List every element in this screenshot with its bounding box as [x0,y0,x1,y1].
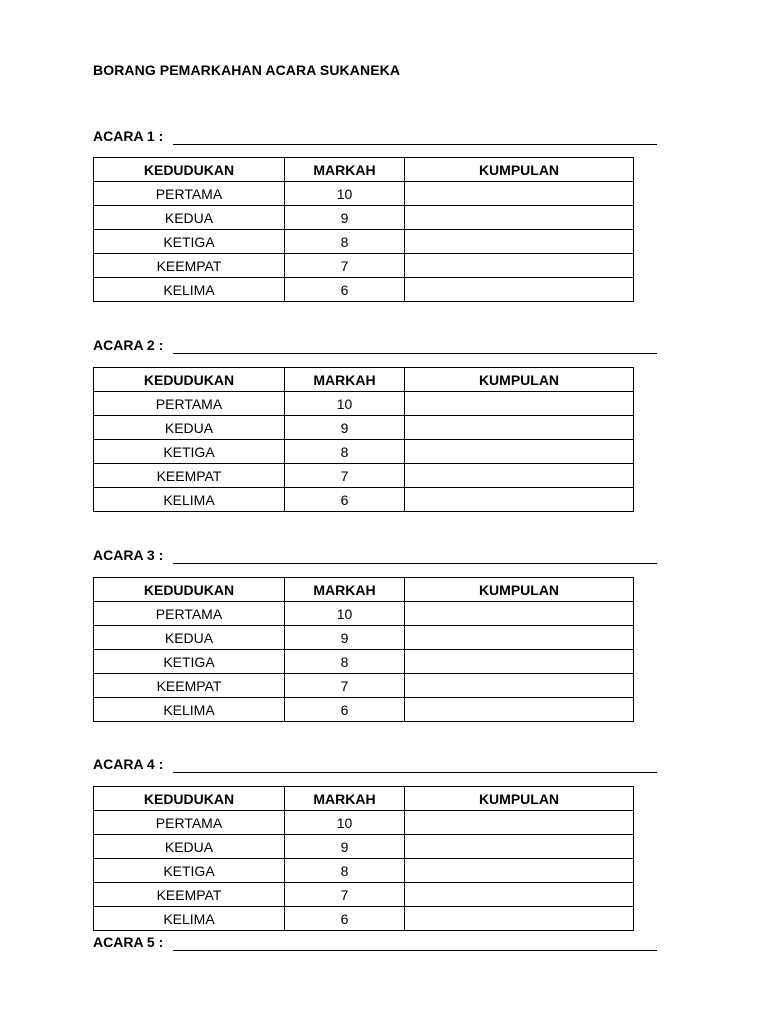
header-kumpulan: KUMPULAN [405,368,634,392]
position-cell: PERTAMA [94,392,285,416]
table-row [94,254,634,278]
score-table-2 [93,367,634,512]
form-title: BORANG PEMARKAHAN ACARA SUKANEKA [93,62,401,78]
header-markah: MARKAH [285,787,405,811]
position-cell: KEDUA [94,626,285,650]
position-cell: KETIGA [94,650,285,674]
event-label: ACARA 4 : [93,756,164,772]
header-markah: MARKAH [285,578,405,602]
marks-cell: 6 [285,278,405,302]
event-name-blank[interactable] [173,563,657,564]
group-cell[interactable] [405,416,634,440]
header-markah: MARKAH [285,368,405,392]
group-cell[interactable] [405,254,634,278]
group-cell[interactable] [405,602,634,626]
table-row [94,811,634,835]
table-row [94,464,634,488]
group-cell[interactable] [405,811,634,835]
position-cell: KETIGA [94,440,285,464]
event-label: ACARA 3 : [93,547,164,563]
group-cell[interactable] [405,859,634,883]
marks-cell: 9 [285,206,405,230]
table-row [94,626,634,650]
position-cell: PERTAMA [94,602,285,626]
marks-cell: 6 [285,907,405,931]
position-cell: KEDUA [94,416,285,440]
header-kedudukan: KEDUDUKAN [94,368,285,392]
marks-cell: 8 [285,440,405,464]
score-table-1 [93,157,634,302]
table-row [94,698,634,722]
marks-cell: 9 [285,416,405,440]
position-cell: KEEMPAT [94,674,285,698]
table-row [94,206,634,230]
table-header-row [94,787,634,811]
header-kedudukan: KEDUDUKAN [94,158,285,182]
header-markah: MARKAH [285,158,405,182]
position-cell: KETIGA [94,230,285,254]
group-cell[interactable] [405,907,634,931]
table-header-row [94,578,634,602]
marks-cell: 8 [285,650,405,674]
event-label: ACARA 5 : [93,934,164,950]
position-cell: KEEMPAT [94,464,285,488]
group-cell[interactable] [405,698,634,722]
marks-cell: 7 [285,464,405,488]
position-cell: PERTAMA [94,182,285,206]
event-name-blank[interactable] [173,772,657,773]
table-row [94,182,634,206]
event-name-line-2[interactable] [93,337,657,357]
event-name-line-4[interactable] [93,756,657,776]
table-row [94,488,634,512]
marks-cell: 10 [285,602,405,626]
table-row [94,392,634,416]
event-name-blank[interactable] [173,353,657,354]
group-cell[interactable] [405,230,634,254]
table-row [94,859,634,883]
table-row [94,416,634,440]
table-row [94,835,634,859]
event-label: ACARA 1 : [93,128,164,144]
marks-cell: 8 [285,230,405,254]
position-cell: KELIMA [94,488,285,512]
marks-cell: 9 [285,626,405,650]
event-label: ACARA 2 : [93,337,164,353]
group-cell[interactable] [405,206,634,230]
event-name-blank[interactable] [173,144,657,145]
header-kumpulan: KUMPULAN [405,578,634,602]
group-cell[interactable] [405,488,634,512]
group-cell[interactable] [405,278,634,302]
table-row [94,907,634,931]
position-cell: KELIMA [94,278,285,302]
group-cell[interactable] [405,674,634,698]
group-cell[interactable] [405,650,634,674]
position-cell: KELIMA [94,698,285,722]
header-kedudukan: KEDUDUKAN [94,787,285,811]
score-table-3 [93,577,634,722]
table-row [94,883,634,907]
header-kedudukan: KEDUDUKAN [94,578,285,602]
position-cell: KEEMPAT [94,254,285,278]
marks-cell: 10 [285,392,405,416]
table-row [94,278,634,302]
marks-cell: 6 [285,698,405,722]
marks-cell: 7 [285,674,405,698]
marks-cell: 8 [285,859,405,883]
table-header-row [94,368,634,392]
group-cell[interactable] [405,182,634,206]
marks-cell: 7 [285,883,405,907]
position-cell: KETIGA [94,859,285,883]
position-cell: KEDUA [94,835,285,859]
marks-cell: 9 [285,835,405,859]
position-cell: PERTAMA [94,811,285,835]
group-cell[interactable] [405,626,634,650]
position-cell: KELIMA [94,907,285,931]
group-cell[interactable] [405,883,634,907]
group-cell[interactable] [405,440,634,464]
group-cell[interactable] [405,464,634,488]
score-table-4 [93,786,634,931]
table-row [94,230,634,254]
table-row [94,602,634,626]
marks-cell: 7 [285,254,405,278]
group-cell[interactable] [405,392,634,416]
header-kumpulan: KUMPULAN [405,787,634,811]
table-row [94,440,634,464]
group-cell[interactable] [405,835,634,859]
table-header-row [94,158,634,182]
event-name-line-5[interactable] [93,934,657,954]
position-cell: KEEMPAT [94,883,285,907]
event-name-line-3[interactable] [93,547,657,567]
marks-cell: 6 [285,488,405,512]
event-name-blank[interactable] [173,950,657,951]
position-cell: KEDUA [94,206,285,230]
event-name-line-1[interactable] [93,128,657,148]
table-row [94,650,634,674]
header-kumpulan: KUMPULAN [405,158,634,182]
table-row [94,674,634,698]
marks-cell: 10 [285,182,405,206]
marks-cell: 10 [285,811,405,835]
